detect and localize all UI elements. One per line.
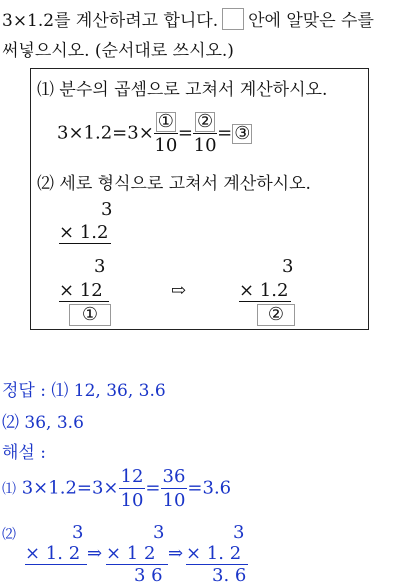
answer-line-2: ⑵ 36, 3.6 [2,413,84,433]
blank-2: ② [197,111,214,132]
exp2-c3-result: 3. 6 [212,565,247,586]
arrow-icon: ⇨ [171,280,187,301]
vertical2-top: 3 [94,256,106,277]
equals-sign-2: = [217,122,233,144]
question-line-2: 써넣으시오. (순서대로 쓰시오.) [2,41,234,61]
exp2-c3-top: 3 [233,522,245,543]
exp2-arrow-1: ⇒ [87,543,103,564]
exp2-prefix: ⑵ [2,527,16,543]
answer-part1: ⑴ 12, 36, 3.6 [51,381,166,401]
exp2-arrow-2: ⇒ [168,543,184,564]
exp2-c1-top: 3 [72,522,84,543]
part1-expr-left: 3×1.2=3× [57,122,154,144]
exp2-c2-multiplier: × 1 2 [106,543,168,565]
blank-3: ③ [234,122,251,144]
explanation-part1 [2,466,231,511]
exp1-frac1-den: 10 [120,490,144,511]
fraction-2-den: 10 [193,135,217,156]
explanation-label: 해설 : [2,443,46,463]
exp2-c3-multiplier: × 1. 2 [186,543,248,565]
problem-box [30,68,369,330]
part1-label: ⑴ 분수의 곱셈으로 고쳐서 계산하시오. [37,80,328,100]
exp1-result: =3.6 [187,477,232,499]
vertical3-top: 3 [282,256,294,277]
exp1-equals: = [145,477,161,499]
exp1-frac2-den: 10 [162,490,186,511]
equals-sign: = [177,122,194,144]
part2-label: ⑵ 세로 형식으로 고쳐서 계산하시오. [37,174,311,194]
exp1-fraction-1 [119,466,146,511]
exp1-prefix: ⑴ [2,481,16,498]
vertical3-blank: ② [257,304,295,326]
vertical1-top: 3 [101,199,113,220]
question-expression: 3×1.2 [2,11,55,31]
vertical3-multiplier: × 1.2 [239,280,291,302]
exp1-frac2-num: 36 [162,466,186,487]
exp2-c2-result: 3 6 [134,565,163,586]
answer-line-1 [2,376,166,401]
exp2-c2-top: 3 [153,522,165,543]
vertical2-blank: ① [69,304,111,326]
answer-label: 정답 : [2,381,46,401]
fraction-1-den: 10 [154,135,178,156]
answer-blank-box [222,8,244,30]
vertical2-multiplier: × 12 [59,280,109,302]
exp1-left: 3×1.2=3× [21,477,119,499]
blank-1: ① [157,111,174,132]
question-text: 를 계산하려고 합니다. [54,11,219,31]
part1-expression [57,111,252,156]
vertical1-multiplier: × 1.2 [59,222,111,244]
exp1-fraction-2 [161,466,188,511]
exp2-c1-multiplier: × 1. 2 [25,543,87,565]
fraction-2 [193,111,217,156]
fraction-1 [154,111,178,156]
exp1-frac1-num: 12 [120,466,144,487]
question-text-2: 안에 알맞은 수를 [248,11,374,31]
question-line-1 [2,8,374,32]
